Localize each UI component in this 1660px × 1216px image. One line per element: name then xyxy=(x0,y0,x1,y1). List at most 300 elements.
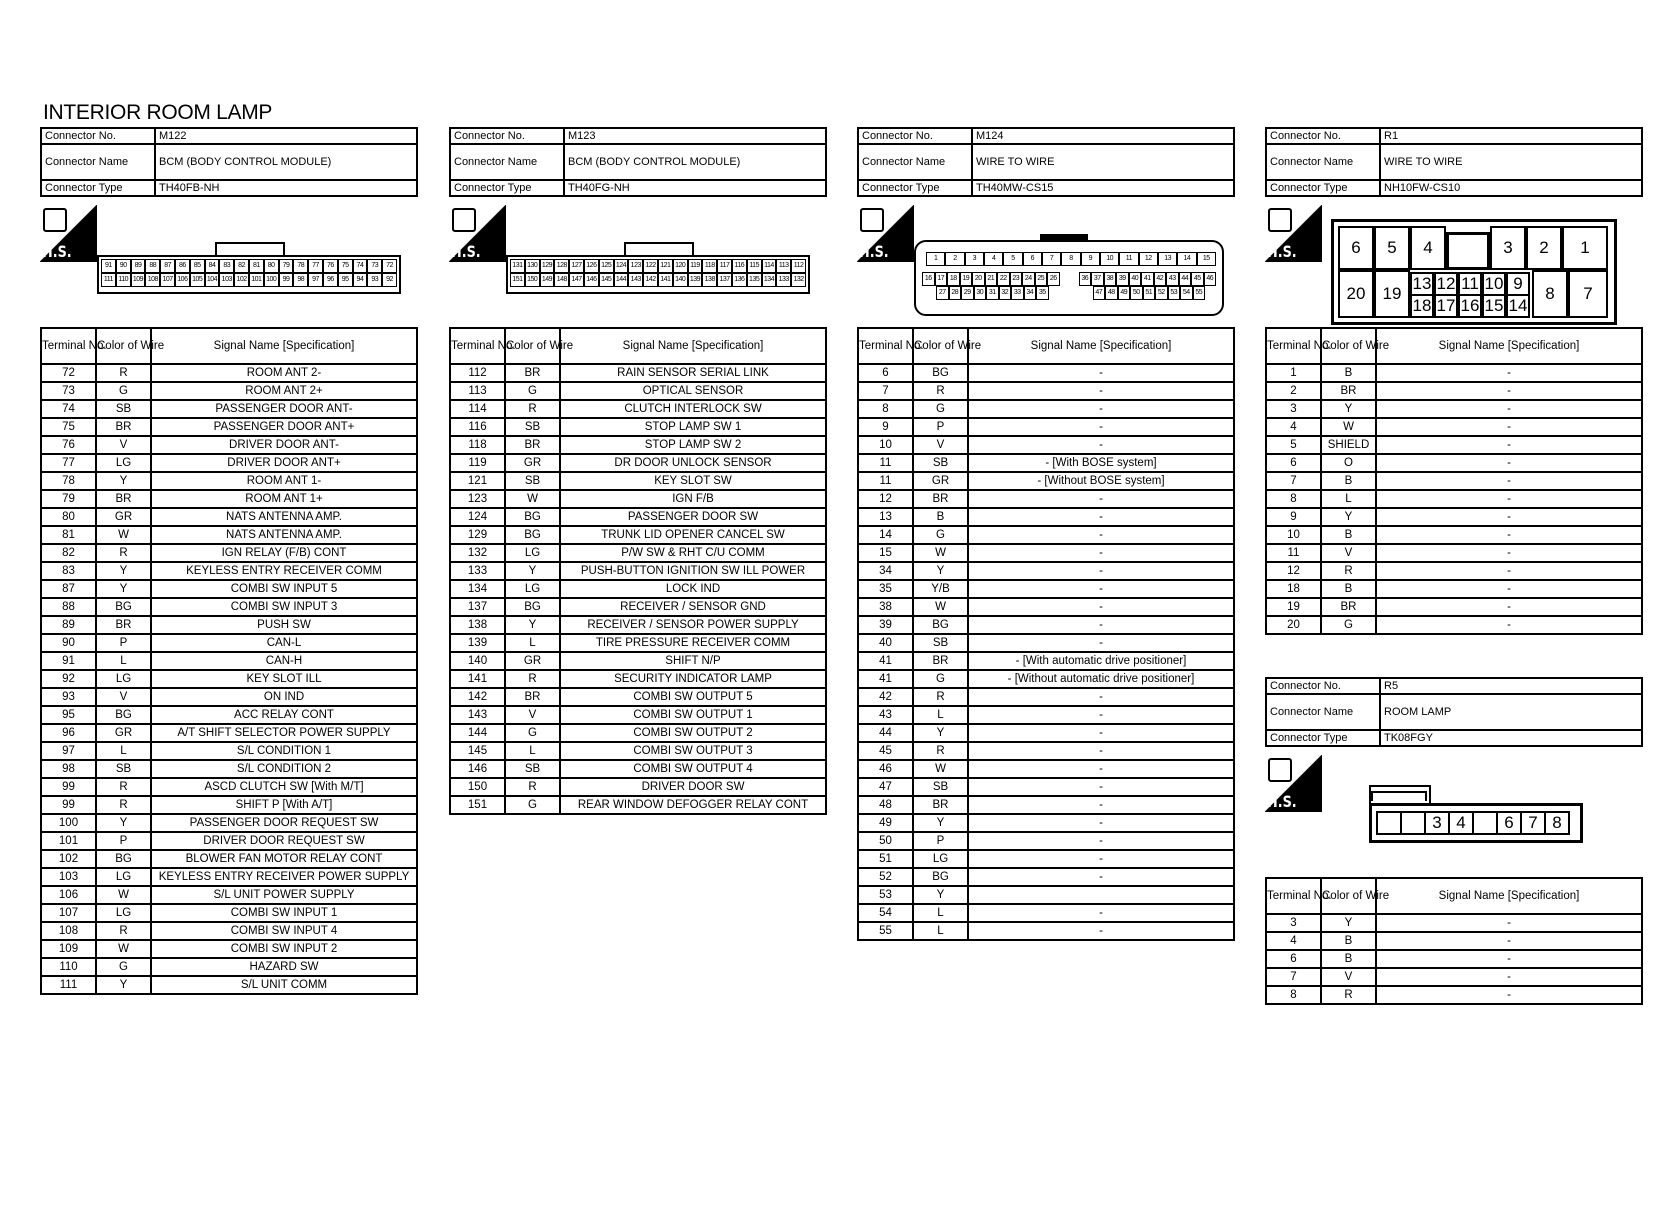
signal-name: IGN RELAY (F/B) CONT xyxy=(151,544,417,562)
wire-color: LG xyxy=(96,868,151,886)
connector-r1 xyxy=(1265,127,1643,635)
cavity-114: 114 xyxy=(762,259,777,273)
connector-face xyxy=(914,240,1224,316)
wire-color: BG xyxy=(505,526,560,544)
table-row xyxy=(41,544,417,562)
wire-color: Y xyxy=(1321,400,1376,418)
table-row xyxy=(858,760,1234,778)
cavity-124: 124 xyxy=(614,259,629,273)
cavity-row-top xyxy=(101,259,397,273)
cavity-109: 109 xyxy=(131,273,146,287)
label-connector-type: Connector Type xyxy=(450,180,564,196)
signal-name: IGN F/B xyxy=(560,490,826,508)
table-row xyxy=(1266,436,1642,454)
table-row xyxy=(41,436,417,454)
label-connector-name: Connector Name xyxy=(1266,694,1380,730)
terminal-no: 80 xyxy=(41,508,96,526)
table-row xyxy=(450,508,826,526)
wire-color: Y xyxy=(913,724,968,742)
signal-name: - xyxy=(1376,950,1642,968)
wire-color: SB xyxy=(913,778,968,796)
cavity-48: 48 xyxy=(1105,286,1118,300)
cavity xyxy=(1376,811,1402,835)
hs-icon: H.S. xyxy=(40,205,97,262)
th-terminal: Terminal No. xyxy=(41,328,96,364)
cavity-87: 87 xyxy=(160,259,175,273)
signal-name: - xyxy=(968,562,1234,580)
th-color: Color of Wire xyxy=(96,328,151,364)
terminal-no: 11 xyxy=(1266,544,1321,562)
terminal-no: 93 xyxy=(41,688,96,706)
terminal-no: 39 xyxy=(858,616,913,634)
connector-info-table xyxy=(449,127,827,197)
wire-color: Y xyxy=(96,976,151,994)
terminal-no: 102 xyxy=(41,850,96,868)
terminal-no: 81 xyxy=(41,526,96,544)
cavity-95: 95 xyxy=(338,273,353,287)
label-connector-name: Connector Name xyxy=(858,144,972,180)
terminal-no: 8 xyxy=(1266,490,1321,508)
wire-color: L xyxy=(96,742,151,760)
cavity-row-bottom xyxy=(510,273,806,287)
cavity-81: 81 xyxy=(249,259,264,273)
cavity-88: 88 xyxy=(145,259,160,273)
signal-name: P/W SW & RHT C/U COMM xyxy=(560,544,826,562)
signal-name: - xyxy=(968,724,1234,742)
cavity: 7 xyxy=(1520,811,1546,835)
terminal-no: 1 xyxy=(1266,364,1321,382)
signal-name: BLOWER FAN MOTOR RELAY CONT xyxy=(151,850,417,868)
signal-name: CAN-H xyxy=(151,652,417,670)
th-signal: Signal Name [Specification] xyxy=(151,328,417,364)
signal-name: - xyxy=(968,814,1234,832)
signal-name: ROOM ANT 1+ xyxy=(151,490,417,508)
connector-diagram xyxy=(40,197,418,327)
th-color: Color of Wire xyxy=(913,328,968,364)
label-connector-no: Connector No. xyxy=(1266,128,1380,144)
connector-info-table xyxy=(857,127,1235,197)
wire-color: W xyxy=(1321,418,1376,436)
wire-color: G xyxy=(913,400,968,418)
signal-name: RECEIVER / SENSOR POWER SUPPLY xyxy=(560,616,826,634)
table-row xyxy=(450,652,826,670)
wire-color: P xyxy=(913,832,968,850)
terminal-no: 91 xyxy=(41,652,96,670)
cavity-45: 45 xyxy=(1191,272,1204,286)
wire-color: W xyxy=(913,544,968,562)
table-row xyxy=(41,418,417,436)
hand-icon xyxy=(43,208,67,232)
cavity-51: 51 xyxy=(1143,286,1156,300)
table-row xyxy=(858,454,1234,472)
cavity-23: 23 xyxy=(1010,272,1023,286)
cavity-4: 4 xyxy=(984,252,1003,266)
wire-color: V xyxy=(1321,968,1376,986)
cavity-121: 121 xyxy=(658,259,673,273)
terminal-no: 140 xyxy=(450,652,505,670)
table-row xyxy=(858,724,1234,742)
terminal-no: 9 xyxy=(858,418,913,436)
signal-name: DRIVER DOOR ANT+ xyxy=(151,454,417,472)
connector-name: ROOM LAMP xyxy=(1380,694,1642,730)
cavity-73: 73 xyxy=(367,259,382,273)
th-color: Color of Wire xyxy=(1321,328,1376,364)
table-row xyxy=(41,508,417,526)
terminal-no: 10 xyxy=(1266,526,1321,544)
wire-color: G xyxy=(96,382,151,400)
wire-color: G xyxy=(505,724,560,742)
connector-m123 xyxy=(449,127,827,815)
signal-name: ON IND xyxy=(151,688,417,706)
signal-name: DRIVER DOOR ANT- xyxy=(151,436,417,454)
terminal-no: 41 xyxy=(858,670,913,688)
cavity-row-top xyxy=(510,259,806,273)
connector-type: TH40FB-NH xyxy=(155,180,417,196)
wire-color: BG xyxy=(505,508,560,526)
signal-name: - xyxy=(1376,490,1642,508)
signal-name: - xyxy=(968,526,1234,544)
cavity-91: 91 xyxy=(101,259,116,273)
signal-name: - xyxy=(1376,544,1642,562)
table-row xyxy=(858,850,1234,868)
table-row xyxy=(41,526,417,544)
terminal-table xyxy=(857,327,1235,941)
terminal-no: 11 xyxy=(858,454,913,472)
connector-type: TK08FGY xyxy=(1380,730,1642,746)
cavity-125: 125 xyxy=(599,259,614,273)
signal-name: COMBI SW INPUT 2 xyxy=(151,940,417,958)
cavity-7: 7 xyxy=(1568,270,1608,318)
wire-color: W xyxy=(913,598,968,616)
cavity-17: 17 xyxy=(935,272,948,286)
cavity-110: 110 xyxy=(116,273,131,287)
connector-info-table xyxy=(1265,677,1643,747)
terminal-no: 3 xyxy=(1266,914,1321,932)
wire-color: LG xyxy=(505,544,560,562)
terminal-no: 108 xyxy=(41,922,96,940)
hand-icon xyxy=(452,208,476,232)
wire-color: BG xyxy=(96,850,151,868)
wire-color: SB xyxy=(505,418,560,436)
page-title: INTERIOR ROOM LAMP xyxy=(43,101,273,124)
cavity-78: 78 xyxy=(293,259,308,273)
cavity-12: 12 xyxy=(1139,252,1158,266)
signal-name: COMBI SW INPUT 5 xyxy=(151,580,417,598)
signal-name: ASCD CLUTCH SW [With M/T] xyxy=(151,778,417,796)
cavity-126: 126 xyxy=(584,259,599,273)
wire-color: SHIELD xyxy=(1321,436,1376,454)
wire-color: P xyxy=(96,634,151,652)
table-row xyxy=(41,724,417,742)
wire-color: W xyxy=(96,886,151,904)
table-row xyxy=(450,436,826,454)
wire-color: R xyxy=(913,382,968,400)
table-row xyxy=(450,634,826,652)
table-row xyxy=(41,742,417,760)
table-row xyxy=(450,526,826,544)
cavity-46: 46 xyxy=(1204,272,1217,286)
table-row xyxy=(1266,526,1642,544)
cavity-42: 42 xyxy=(1154,272,1167,286)
cavity-36: 36 xyxy=(1079,272,1092,286)
terminal-no: 8 xyxy=(1266,986,1321,1004)
wire-color: R xyxy=(505,400,560,418)
signal-name: COMBI SW INPUT 3 xyxy=(151,598,417,616)
terminal-no: 114 xyxy=(450,400,505,418)
cavity-99: 99 xyxy=(279,273,294,287)
signal-name: COMBI SW OUTPUT 1 xyxy=(560,706,826,724)
signal-name: KEYLESS ENTRY RECEIVER COMM xyxy=(151,562,417,580)
signal-name: S/L UNIT COMM xyxy=(151,976,417,994)
signal-name: - xyxy=(968,706,1234,724)
wire-color: L xyxy=(1321,490,1376,508)
terminal-no: 47 xyxy=(858,778,913,796)
wire-color: BG xyxy=(913,364,968,382)
wire-color: V xyxy=(505,706,560,724)
wire-color: SB xyxy=(505,760,560,778)
signal-name: - xyxy=(968,508,1234,526)
cavity-8: 8 xyxy=(1532,270,1568,318)
table-row xyxy=(450,598,826,616)
wire-color: P xyxy=(913,418,968,436)
terminal-no: 141 xyxy=(450,670,505,688)
table-row xyxy=(1266,490,1642,508)
connector-type: NH10FW-CS10 xyxy=(1380,180,1642,196)
terminal-no: 87 xyxy=(41,580,96,598)
cavity-11: 11 xyxy=(1458,272,1482,296)
terminal-no: 45 xyxy=(858,742,913,760)
cavity-key xyxy=(1446,232,1490,270)
wire-color: G xyxy=(1321,616,1376,634)
table-row xyxy=(450,580,826,598)
cavity-92: 92 xyxy=(382,273,397,287)
cavity-50: 50 xyxy=(1130,286,1143,300)
cavity: 8 xyxy=(1544,811,1570,835)
table-row xyxy=(858,652,1234,670)
terminal-no: 20 xyxy=(1266,616,1321,634)
cavity-149: 149 xyxy=(540,273,555,287)
cavity-55: 55 xyxy=(1193,286,1206,300)
table-row xyxy=(858,796,1234,814)
terminal-no: 89 xyxy=(41,616,96,634)
signal-name: S/L CONDITION 1 xyxy=(151,742,417,760)
cavity-20: 20 xyxy=(1338,270,1374,318)
terminal-no: 7 xyxy=(1266,472,1321,490)
connector-info-table xyxy=(1265,127,1643,197)
wire-color: R xyxy=(913,742,968,760)
signal-name: - xyxy=(968,742,1234,760)
table-row xyxy=(858,490,1234,508)
table-row xyxy=(858,472,1234,490)
cavity-77: 77 xyxy=(308,259,323,273)
terminal-no: 146 xyxy=(450,760,505,778)
terminal-no: 95 xyxy=(41,706,96,724)
wire-color: L xyxy=(913,904,968,922)
signal-name: - xyxy=(1376,382,1642,400)
cavity-142: 142 xyxy=(643,273,658,287)
signal-name: - xyxy=(1376,526,1642,544)
cavity-143: 143 xyxy=(628,273,643,287)
cavity-86: 86 xyxy=(175,259,190,273)
terminal-no: 121 xyxy=(450,472,505,490)
connector-r5 xyxy=(1265,677,1643,1005)
terminal-no: 72 xyxy=(41,364,96,382)
wire-color: Y xyxy=(96,580,151,598)
wire-color: GR xyxy=(505,652,560,670)
cavity-90: 90 xyxy=(116,259,131,273)
wire-color: GR xyxy=(505,454,560,472)
cavity-row-bottom xyxy=(101,273,397,287)
cavity-22: 22 xyxy=(997,272,1010,286)
terminal-no: 144 xyxy=(450,724,505,742)
wire-color: P xyxy=(96,832,151,850)
cavity-137: 137 xyxy=(717,273,732,287)
wire-color: LG xyxy=(96,670,151,688)
terminal-no: 107 xyxy=(41,904,96,922)
wire-color: BR xyxy=(913,796,968,814)
cavity-38: 38 xyxy=(1104,272,1117,286)
terminal-no: 6 xyxy=(858,364,913,382)
cavity-7: 7 xyxy=(1042,252,1061,266)
th-signal: Signal Name [Specification] xyxy=(968,328,1234,364)
cavity-105: 105 xyxy=(190,273,205,287)
wire-color: BG xyxy=(913,868,968,886)
cavity-10: 10 xyxy=(1482,272,1506,296)
cavity-47: 47 xyxy=(1093,286,1106,300)
cavity-84: 84 xyxy=(205,259,220,273)
cavity-151: 151 xyxy=(510,273,525,287)
connector-no: M123 xyxy=(564,128,826,144)
cavity-134: 134 xyxy=(762,273,777,287)
wire-color: V xyxy=(913,436,968,454)
table-row xyxy=(858,544,1234,562)
signal-name: - xyxy=(1376,932,1642,950)
th-terminal: Terminal No. xyxy=(1266,328,1321,364)
cavity-row-bottom-right xyxy=(1093,286,1217,300)
cavity-44: 44 xyxy=(1179,272,1192,286)
wire-color: BG xyxy=(96,706,151,724)
wire-color: V xyxy=(96,436,151,454)
signal-name: - xyxy=(968,796,1234,814)
signal-name: TIRE PRESSURE RECEIVER COMM xyxy=(560,634,826,652)
terminal-no: 49 xyxy=(858,814,913,832)
table-row xyxy=(41,778,417,796)
terminal-no: 2 xyxy=(1266,382,1321,400)
signal-name: NATS ANTENNA AMP. xyxy=(151,526,417,544)
wire-color: L xyxy=(505,742,560,760)
table-row xyxy=(41,634,417,652)
cavity-35: 35 xyxy=(1036,286,1049,300)
terminal-no: 79 xyxy=(41,490,96,508)
terminal-no: 42 xyxy=(858,688,913,706)
table-row xyxy=(1266,454,1642,472)
label-connector-type: Connector Type xyxy=(41,180,155,196)
connector-diagram xyxy=(449,197,827,327)
table-row xyxy=(1266,508,1642,526)
label-connector-no: Connector No. xyxy=(1266,678,1380,694)
signal-name: - xyxy=(1376,364,1642,382)
wire-color: BR xyxy=(1321,598,1376,616)
cavity-112: 112 xyxy=(791,259,806,273)
terminal-no: 74 xyxy=(41,400,96,418)
cavity-145: 145 xyxy=(599,273,614,287)
signal-name: - xyxy=(1376,508,1642,526)
signal-name: - xyxy=(1376,472,1642,490)
table-row xyxy=(450,490,826,508)
cavity-33: 33 xyxy=(1011,286,1024,300)
cavity-107: 107 xyxy=(160,273,175,287)
label-connector-name: Connector Name xyxy=(450,144,564,180)
terminal-no: 133 xyxy=(450,562,505,580)
wire-color: BR xyxy=(96,490,151,508)
terminal-no: 88 xyxy=(41,598,96,616)
th-signal: Signal Name [Specification] xyxy=(1376,878,1642,914)
signal-name: - xyxy=(968,760,1234,778)
signal-name: DRIVER DOOR SW xyxy=(560,778,826,796)
signal-name: RAIN SENSOR SERIAL LINK xyxy=(560,364,826,382)
signal-name: HAZARD SW xyxy=(151,958,417,976)
connector-name: WIRE TO WIRE xyxy=(972,144,1234,180)
terminal-no: 6 xyxy=(1266,950,1321,968)
cavity-row-mid-left xyxy=(922,272,1060,286)
terminal-no: 118 xyxy=(450,436,505,454)
cavity-43: 43 xyxy=(1166,272,1179,286)
terminal-no: 73 xyxy=(41,382,96,400)
table-row xyxy=(41,490,417,508)
label-connector-type: Connector Type xyxy=(1266,730,1380,746)
signal-name: - xyxy=(968,634,1234,652)
th-terminal: Terminal No. xyxy=(450,328,505,364)
table-row xyxy=(450,472,826,490)
table-row xyxy=(450,616,826,634)
wire-color: Y xyxy=(96,472,151,490)
table-row xyxy=(450,454,826,472)
wire-color: L xyxy=(505,634,560,652)
th-color: Color of Wire xyxy=(1321,878,1376,914)
hs-icon: H.S. xyxy=(449,205,506,262)
wire-color: SB xyxy=(96,400,151,418)
terminal-no: 150 xyxy=(450,778,505,796)
cavity-11: 11 xyxy=(1119,252,1138,266)
terminal-no: 112 xyxy=(450,364,505,382)
connector-face xyxy=(506,255,810,294)
terminal-no: 7 xyxy=(1266,968,1321,986)
wire-color: R xyxy=(505,778,560,796)
signal-name: ROOM ANT 2+ xyxy=(151,382,417,400)
wire-color: BR xyxy=(96,616,151,634)
table-row xyxy=(1266,400,1642,418)
signal-name: - xyxy=(968,688,1234,706)
terminal-no: 110 xyxy=(41,958,96,976)
cavity-148: 148 xyxy=(554,273,569,287)
cavity-111: 111 xyxy=(101,273,116,287)
connector-name: WIRE TO WIRE xyxy=(1380,144,1642,180)
table-row xyxy=(858,418,1234,436)
cavity-21: 21 xyxy=(985,272,998,286)
table-row xyxy=(41,868,417,886)
table-row xyxy=(41,580,417,598)
table-row xyxy=(450,742,826,760)
signal-name: - xyxy=(968,490,1234,508)
signal-name: COMBI SW OUTPUT 2 xyxy=(560,724,826,742)
table-row xyxy=(41,652,417,670)
table-row xyxy=(1266,616,1642,634)
wire-color: SB xyxy=(505,472,560,490)
terminal-no: 19 xyxy=(1266,598,1321,616)
cavity-116: 116 xyxy=(732,259,747,273)
cavity-96: 96 xyxy=(323,273,338,287)
cavity-6: 6 xyxy=(1023,252,1042,266)
